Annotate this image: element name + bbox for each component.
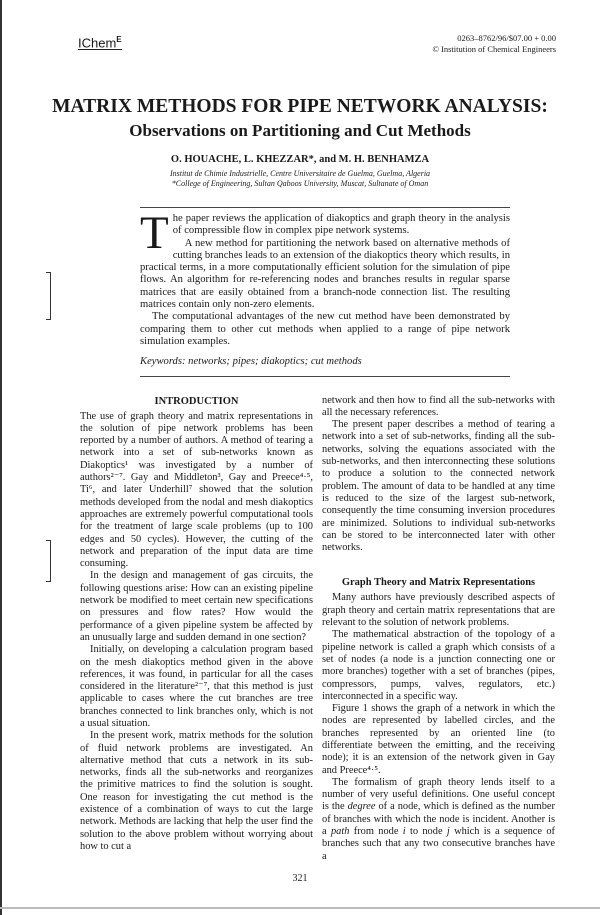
term: degree bbox=[347, 801, 376, 813]
abstract-paragraph: A new method for partitioning the network based on alternative methods of cutting branches leads to an extension of the diakoptics theory which results, in practical terms, in a more computationally efficient solution for the simulation of pipe flows. An algorithm for re-referencing nodes and branches results in regular sparse matrices that are easily obtained from a branch-node connection list. The resulting matrices contain only non-zero elements. bbox=[140, 237, 510, 311]
affiliation: *College of Engineering, Sultan Qaboos University, Muscat, Sultanate of Oman bbox=[171, 179, 429, 188]
text: The formalism of graph theory lends itself to a number of very useful definitions. One useful concept is the bbox=[322, 776, 555, 813]
abstract bbox=[140, 207, 510, 348]
text: from node bbox=[349, 826, 403, 838]
journal-logo bbox=[78, 33, 122, 50]
paragraph: The present paper describes a method of tearing a network into a set of sub-networks, finding all the sub-networks, solving the equations associated with the sub-networks, and then interconnecting these solutions to produce a solution to the connected network problem. The amount of data to be handled at any time is reduced to the size of the largest sub-network, consequently the time consuming inversion procedures are minimized. Solutions to individual sub-networks can be stored to be interconnected later with other networks. bbox=[322, 419, 555, 554]
logo-sup: E bbox=[116, 35, 122, 44]
paragraph bbox=[322, 777, 555, 863]
issn-block bbox=[432, 33, 556, 55]
issn: 0263–8762/96/$07.00 + 0.00 bbox=[457, 33, 556, 43]
paragraph: Figure 1 shows the graph of a network in which the nodes are represented by labelled circles, and the branches represented by an oriented line (to differentiate between the emitting, and the receiving node); it is an extension of the network given in Gay and Preece⁴·⁵. bbox=[322, 703, 555, 776]
section-heading: INTRODUCTION bbox=[154, 395, 239, 407]
affiliation: Institut de Chimie Industrielle, Centre Universitaire de Guelma, Guelma, Algeria bbox=[169, 169, 431, 178]
paragraph: Many authors have previously described aspects of graph theory and certain matrix representations that are relevant to the solution of network problems. bbox=[322, 592, 555, 629]
abstract-paragraph: The computational advantages of the new cut method have been demonstrated by comparing them to other cut methods when applied to a range of pipe network simulation examples. bbox=[140, 311, 510, 347]
paragraph: The mathematical abstraction of the topology of a pipeline network is called a graph which consists of a set of nodes (a node is a junction connecting one or more branches) together with a set of branches (pipes, compressors, pumps, valves, regulators, etc.) interconnected in a specific way. bbox=[322, 629, 555, 702]
paragraph: In the design and management of gas circuits, the following questions arise: How can an existing pipeline network be modified to meet certain new specifications on pressures and flow rates? How would the performance of a given pipeline system be affected by an unusually large and sudden demand in one section? bbox=[80, 570, 313, 643]
paragraph: Initially, on developing a calculation program based on the mesh diakoptics method given in the above references, it was found, in particular for all the cases considered in the literature²⁻⁷, that this method is just applicable to cases where the cut branches are tree branches connected to link branches only, which is not a usual situation. bbox=[80, 644, 313, 729]
scan-edge bbox=[0, 0, 2, 915]
paragraph: network and then how to find all the sub-networks with all the necessary references. bbox=[322, 394, 555, 418]
text: of a node, which is defined as the number of branches with which the node is incident. Another is a bbox=[322, 801, 556, 838]
paragraph: In the present work, matrix methods for the solution of fluid network problems are investigated. An alternative method that cuts a network in its sub-networks, finds all the sub-networks and reorganizes the primitive matrices to find the solution is sought. One reason for investigating the cut method is the existence of a combination of ways to cut the large network. Methods are lacking that help the user find the solution to the above problem without worrying about how to cut a bbox=[80, 730, 313, 852]
margin-mark bbox=[46, 272, 51, 320]
authors: O. HOUACHE, L. KHEZZAR*, and M. H. BENHAMZA bbox=[170, 154, 430, 165]
scan-edge-bottom bbox=[0, 907, 600, 909]
text: which is a sequence of branches such that any two consecutive branches have a bbox=[322, 826, 555, 862]
page-number: 321 bbox=[292, 872, 308, 884]
affiliations bbox=[0, 169, 600, 189]
variable: i bbox=[402, 826, 406, 838]
copyright: © Institution of Chemical Engineers bbox=[432, 44, 556, 54]
text: to node bbox=[405, 826, 447, 838]
keywords: Keywords: networks; pipes; diakoptics; cut methods bbox=[140, 356, 362, 368]
abstract-block bbox=[140, 207, 510, 377]
right-column bbox=[322, 395, 555, 863]
paper-subtitle: Observations on Partitioning and Cut Methods bbox=[129, 121, 471, 140]
abstract-paragraph: he paper reviews the application of diakoptics and graph theory in the analysis of compressible flow in complex pipe network systems. bbox=[172, 213, 510, 237]
body-columns bbox=[80, 395, 555, 863]
margin-mark bbox=[46, 540, 51, 582]
paragraph: The use of graph theory and matrix representations in the solution of pipe network problems has been reported by a number of authors. A method of tearing a network into a set of sub-networks known as Diakoptics¹ was investigated by a number of authors²⁻⁷. Gay and Middleton³, Gay and Preece⁴·⁵, Ti⁶, and later Underhill⁷ showed that the solution methods developed from the nodal and mesh diakoptics approaches are extremely powerful computational tools for the treatment of large scale problems (up to 100 edges and 50 cycles). However, the cutting of the network and preparation of the input data are time consuming. bbox=[80, 410, 313, 570]
section-heading: Graph Theory and Matrix Representations bbox=[341, 577, 536, 589]
logo-text: IChem bbox=[78, 35, 117, 51]
variable: j bbox=[446, 826, 450, 838]
term: path bbox=[330, 826, 350, 838]
journal-header bbox=[78, 33, 556, 55]
drop-cap: T bbox=[140, 207, 169, 259]
paper-title: MATRIX METHODS FOR PIPE NETWORK ANALYSIS: bbox=[52, 96, 548, 117]
left-column bbox=[80, 395, 313, 854]
